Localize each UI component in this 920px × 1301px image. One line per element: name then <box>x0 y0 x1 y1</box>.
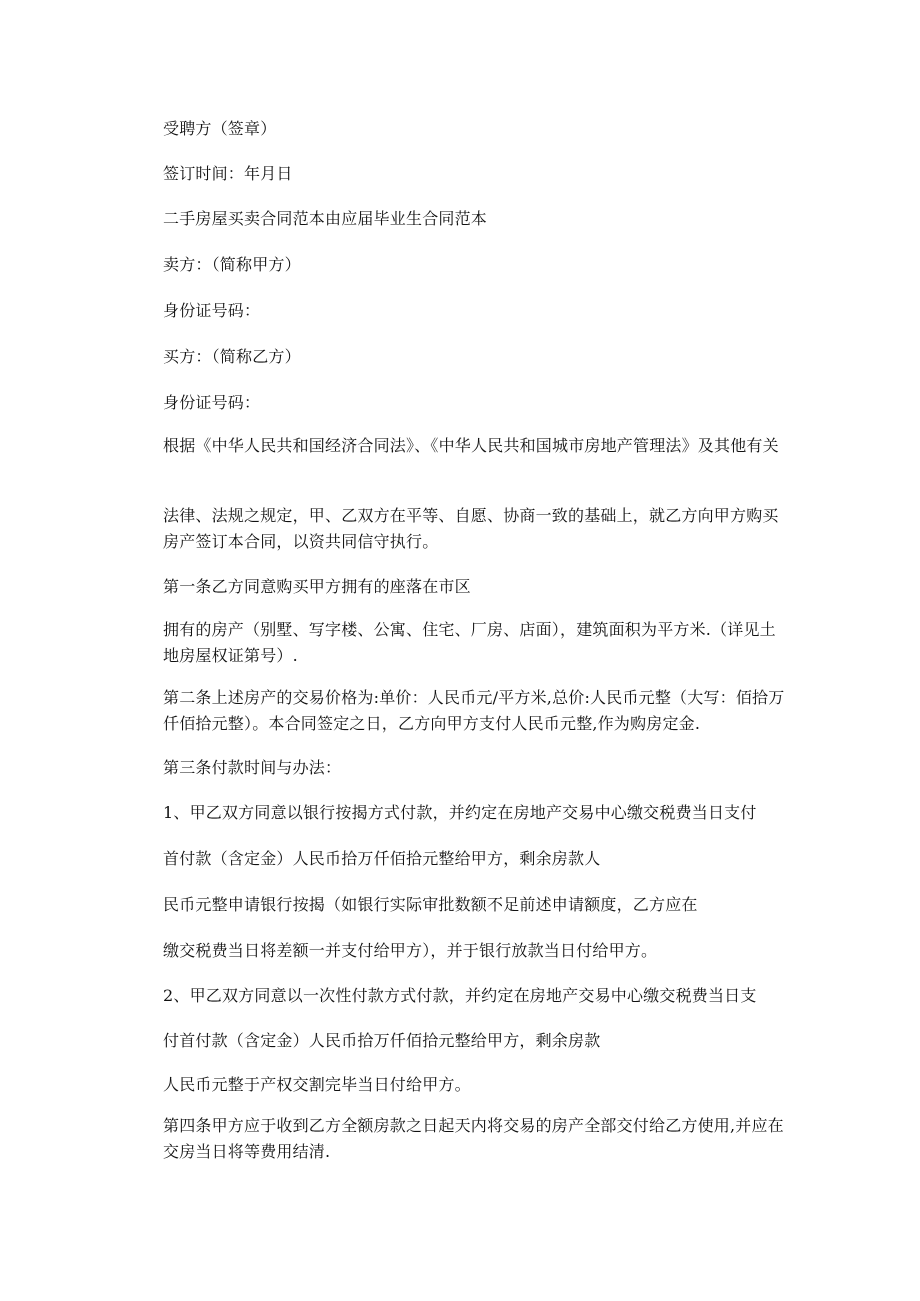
article-3-item-1-line-4: 缴交税费当日将差额一并支付给甲方），并于银行放款当日付给甲方。 <box>163 941 658 960</box>
article-1-heading: 第一条乙方同意购买甲方拥有的座落在市区 <box>163 577 471 596</box>
article-3-item-1-line-1: 1、甲乙双方同意以银行按揭方式付款，并约定在房地产交易中心缴交税费当日支付 <box>163 803 757 822</box>
article-3-item-2-line-2: 付首付款（含定金）人民币拾万仟佰拾元整给甲方，剩余房款 <box>163 1031 601 1050</box>
article-3-item-2-line-3: 人民币元整于产权交割完毕当日付给甲方。 <box>163 1075 471 1094</box>
article-3-item-2-line-1: 2、甲乙双方同意以一次性付款方式付款，并约定在房地产交易中心缴交税费当日支 <box>163 986 757 1005</box>
article-3-heading: 第三条付款时间与办法： <box>163 758 342 777</box>
seller-id-line: 身份证号码： <box>163 301 261 320</box>
article-2-paragraph: 第二条上述房产的交易价格为:单价：人民币元/平方米,总价:人民币元整（大写：佰拾万仟佰拾元整）。本合同签定之日，乙方向甲方支付人民币元整,作为购房定金. <box>163 688 785 733</box>
buyer-line: 买方：（简称乙方） <box>163 347 301 366</box>
seller-line: 卖方：（简称甲方） <box>163 255 301 274</box>
preamble-paragraph-2: 法律、法规之规定，甲、乙双方在平等、自愿、协商一致的基础上，就乙方向甲方购买房产签订本合同，以资共同信守执行。 <box>163 506 779 551</box>
buyer-id-line: 身份证号码： <box>163 393 261 412</box>
contract-title: 二手房屋买卖合同范本由应届毕业生合同范本 <box>163 209 488 228</box>
article-1-paragraph: 拥有的房产（别墅、写字楼、公寓、住宅、厂房、店面），建筑面积为平方米.（详见土地房屋权证第号）. <box>163 620 776 665</box>
preamble-paragraph: 根据《中华人民共和国经济合同法》、《中华人民共和国城市房地产管理法》及其他有关 <box>163 436 779 455</box>
signature-line-employee: 受聘方（签章） <box>163 119 277 138</box>
article-3-item-1-line-2: 首付款（含定金）人民币拾万仟佰拾元整给甲方，剩余房款人 <box>163 849 601 868</box>
signing-date-line: 签订时间：年月日 <box>163 164 293 183</box>
article-3-item-1-line-3: 民币元整申请银行按揭（如银行实际审批数额不足前述申请额度，乙方应在 <box>163 895 698 914</box>
article-4-paragraph: 第四条甲方应于收到乙方全额房款之日起天内将交易的房产全部交付给乙方使用,并应在交房当日将等费用结清. <box>163 1116 784 1161</box>
